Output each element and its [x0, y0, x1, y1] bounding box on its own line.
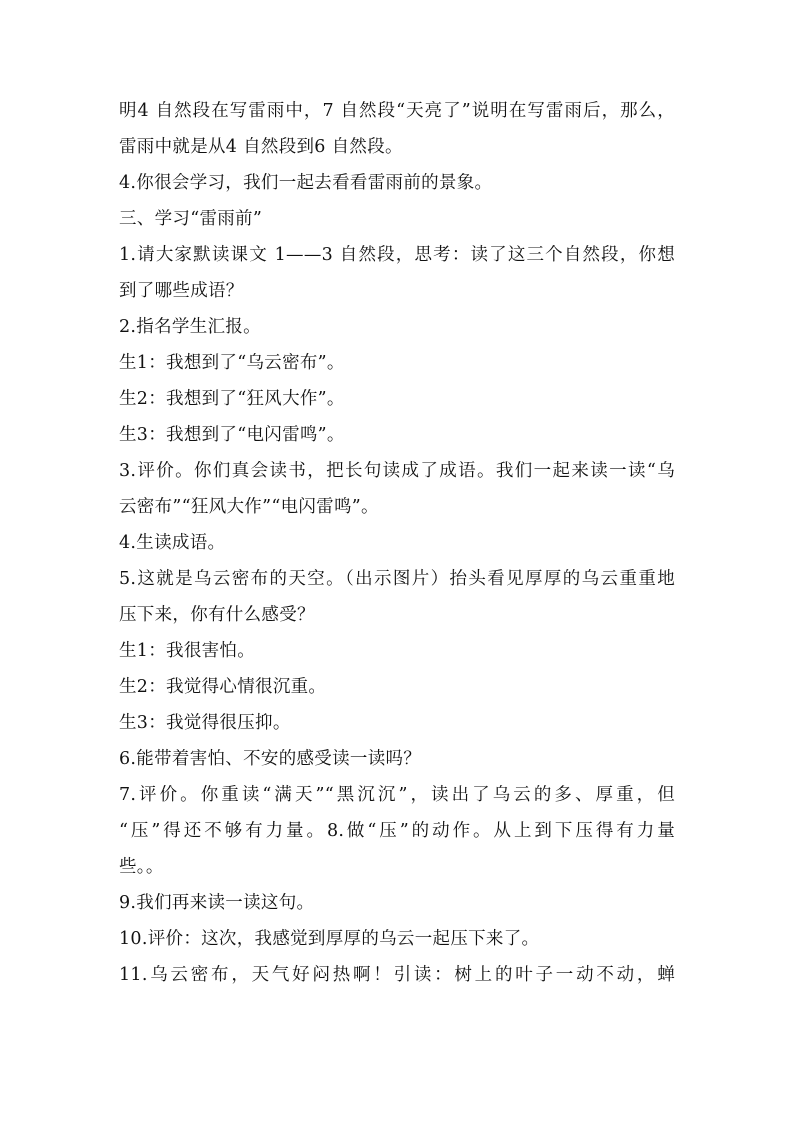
- text-line-6: 到了哪些成语？: [119, 281, 244, 301]
- text-line-24: 10.评价：这次，我感觉到厚厚的乌云一起压下来了。: [119, 929, 540, 949]
- document-page: [119, 93, 679, 993]
- text-line-15: 压下来，你有什么感受？: [119, 605, 315, 625]
- text-line-13: 4.生读成语。: [119, 533, 226, 553]
- text-line-17: 生2：我觉得心情很沉重。: [119, 677, 327, 697]
- text-line-11: 3.评价。你们真会读书，把长句读成了成语。我们一起来读一读“乌: [119, 461, 675, 481]
- text-line-2: 雷雨中就是从4 自然段到6 自然段。: [119, 137, 403, 157]
- section-heading: 三、学习“雷雨前”: [119, 209, 263, 229]
- text-line-9: 生2：我想到了“狂风大作”。: [119, 389, 345, 409]
- text-line-25: 11.乌云密布，天气好闷热啊！引读：树上的叶子一动不动，蝉: [119, 965, 675, 985]
- text-line-7: 2.指名学生汇报。: [119, 317, 261, 337]
- text-line-18: 生3：我觉得很压抑。: [119, 713, 291, 733]
- text-line-8: 生1：我想到了“乌云密布”。: [119, 353, 345, 373]
- text-line-1: 明4 自然段在写雷雨中，7 自然段“天亮了”说明在写雷雨后，那么，: [119, 101, 675, 121]
- text-line-22: 些。。: [119, 857, 164, 877]
- text-line-5: 1.请大家默读课文 1——3 自然段，思考：读了这三个自然段，你想: [119, 245, 675, 265]
- text-line-19: 6.能带着害怕、不安的感受读一读吗？: [119, 749, 422, 769]
- text-line-14: 5.这就是乌云密布的天空。（出示图片）抬头看见厚厚的乌云重重地: [119, 569, 675, 589]
- text-line-20: 7.评价。你重读“满天”“黑沉沉”，读出了乌云的多、厚重，但: [119, 785, 675, 805]
- text-line-3: 4.你很会学习，我们一起去看看雷雨前的景象。: [119, 173, 493, 193]
- text-line-12: 云密布”“狂风大作”“电闪雷鸣”。: [119, 497, 379, 517]
- text-line-21: “压”得还不够有力量。8.做“压”的动作。从上到下压得有力量: [119, 821, 675, 841]
- text-line-10: 生3：我想到了“电闪雷鸣”。: [119, 425, 345, 445]
- text-line-16: 生1：我很害怕。: [119, 641, 256, 661]
- text-line-23: 9.我们再来读一读这句。: [119, 893, 315, 913]
